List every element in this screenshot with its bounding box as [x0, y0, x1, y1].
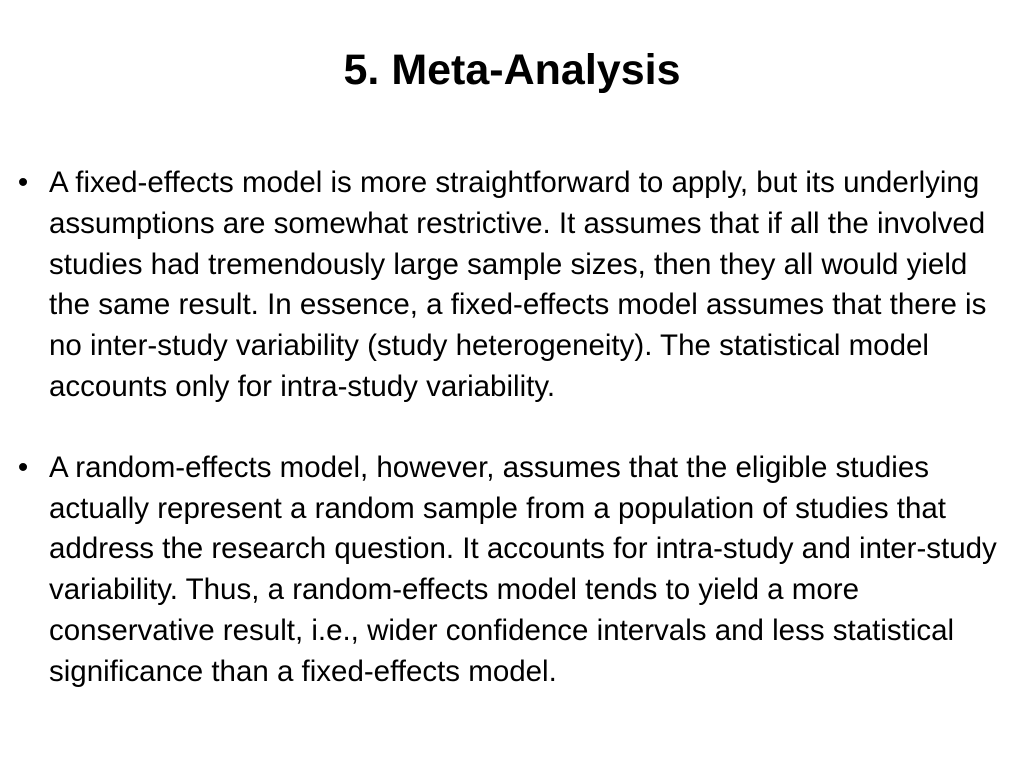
bullet-marker: •: [17, 166, 29, 199]
bullet-list: [0, 163, 1024, 693]
slide-title: 5. Meta-Analysis: [343, 46, 681, 94]
bullet-item-fixed-effects: [0, 163, 1004, 408]
bullet-marker: •: [17, 450, 29, 484]
bullet-item-random-effects: [0, 448, 1004, 693]
bullet-text: A random-effects model, however, assumes that the eligible studies actually represent a random sample from a population of studies that address the research question. It accounts for intra-study and inter-study variability. Thus, a random-effects model tends to yield a more conservative result, i.e., wider confidence intervals and less statistical significance than a fixed-effects model.: [49, 450, 997, 688]
bullet-text: A fixed-effects model is more straightforward to apply, but its underlying assumptions are somewhat restrictive. It assumes that if all the involved studies had tremendously large sample sizes, then they all would yield the same result. In essence, a fixed-effects model assumes that there is no inter-study variability (study heterogeneity). The statistical model accounts only for intra-study variability.: [49, 166, 987, 403]
